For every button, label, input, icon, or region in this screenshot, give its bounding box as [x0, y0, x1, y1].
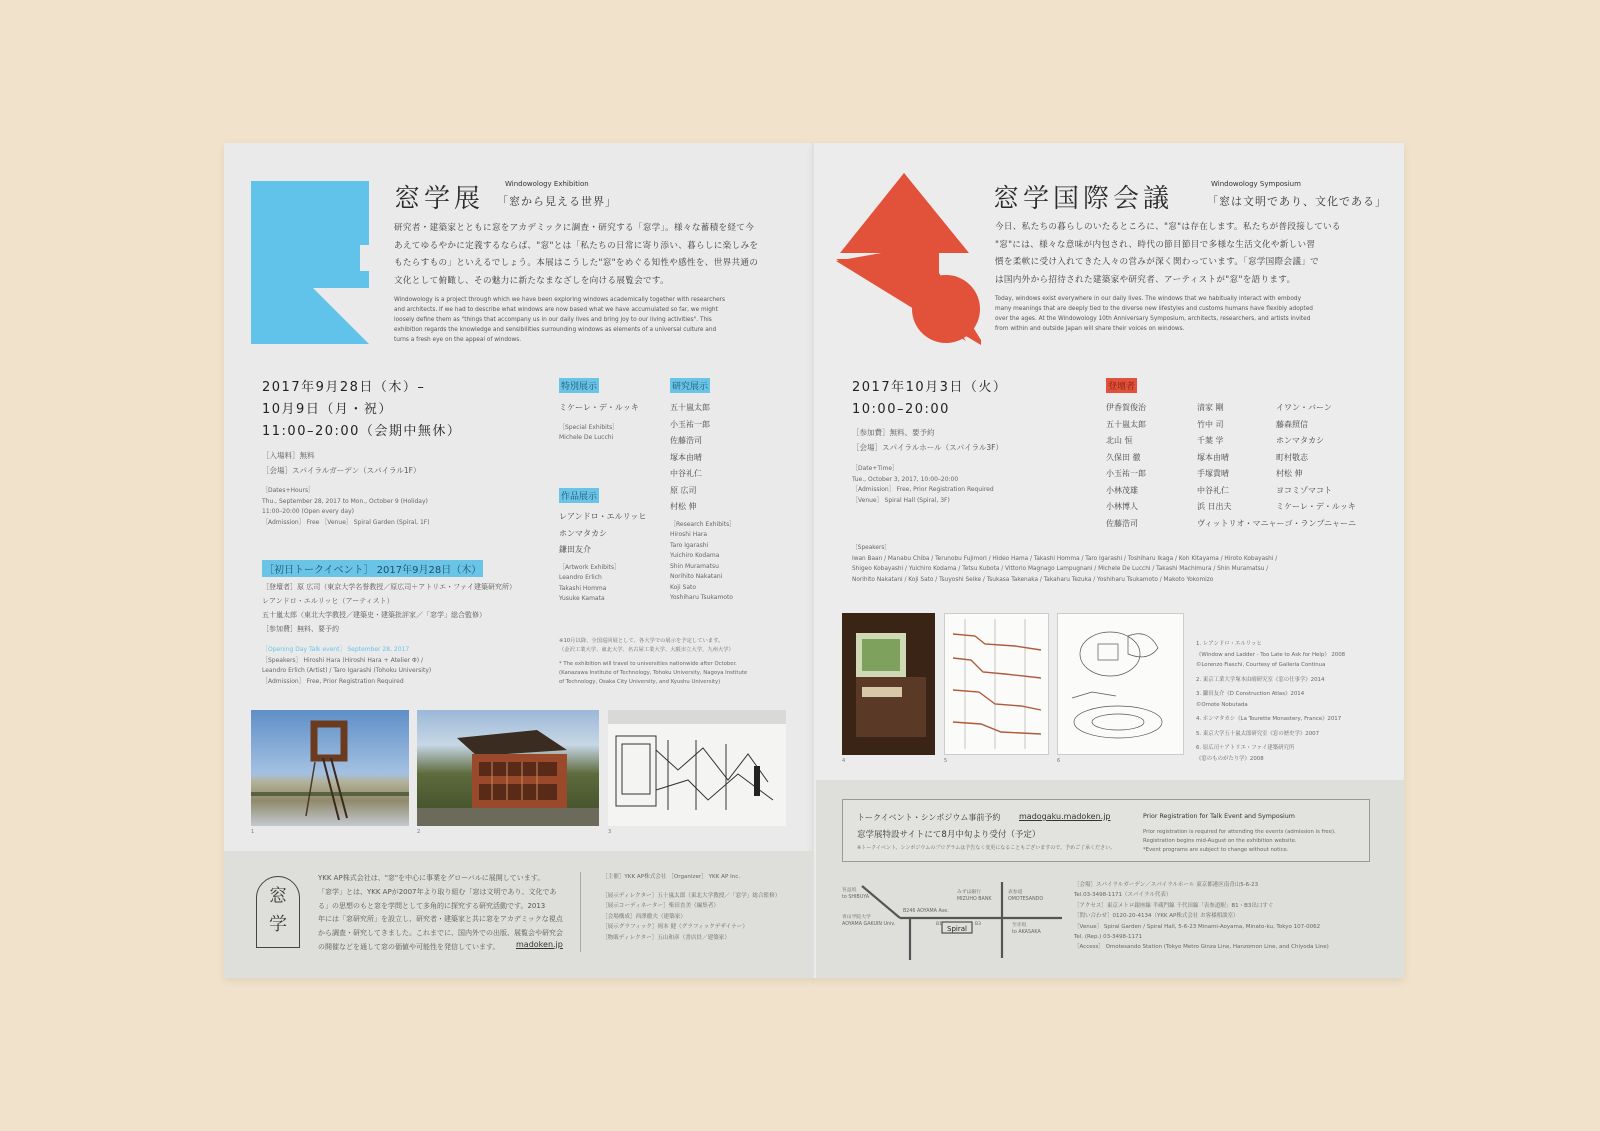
info-line: ［Dates+Hours］	[262, 487, 315, 494]
map-label: 表参道	[1008, 890, 1023, 895]
access-line: ［Access］ Omotesando Station (Tokyo Metro Ginza Line, Hanzomon Line, and Chiyoda Line)	[1074, 944, 1329, 951]
speaker-name: 手塚貴晴	[1197, 469, 1229, 478]
map-label: 至赤坂	[1012, 923, 1027, 928]
exhibition-info-jp	[262, 448, 421, 478]
speakers-label: 登壇者	[1106, 378, 1137, 393]
map-label: 宮益坂	[842, 888, 857, 893]
date-line: 2017年9月28日（木）–	[262, 380, 426, 395]
list-item: 村松 伸	[670, 502, 697, 511]
exhibition-dates	[262, 377, 461, 443]
speaker-name: 久保田 徹	[1106, 452, 1141, 462]
info-line: Tue., October 3, 2017, 10:00–20:00	[852, 475, 959, 483]
credit-line: ［展示ディレクター］五十嵐太郎（東北大学教授／「窓学」総合監修）	[602, 892, 781, 899]
text-line: 年には「窓研究所」を設立し、研究者・建築家と共に窓をアカデミックな視点	[318, 915, 563, 924]
photo-window-and-ladder	[251, 710, 409, 826]
speaker-name: 北山 恒	[1106, 436, 1133, 445]
text-line: から調査・研究してきました。これまでに、国内外での出版、展覧会や研究会	[318, 929, 563, 938]
speakers-line: Shigeo Kobayashi / Yuichiro Kodama / Tetsu Kubota / Vittorio Magnago Lampugnani / Michele De Lucchi / Takashi Machimura / Shin Muramatsu /	[852, 566, 1269, 572]
text-line: exhibition regards the knowledge and sensibilities surrounding windows as elements of a universal culture and	[394, 327, 717, 333]
list-item: 鎌田友介	[559, 545, 591, 554]
caption-line: 2. 東京工業大学塚本由晴研究室《窓の仕事学》2014	[1196, 676, 1325, 683]
registration-title-en: Prior Registration for Talk Event and Symposium	[1143, 813, 1295, 820]
map-label-shibuya	[842, 887, 869, 901]
venue-access-info	[1074, 880, 1384, 953]
map-label: to AKASAKA	[1012, 930, 1041, 935]
text-line: Windowology is a project through which we have been exploring windows academically together with researchers	[394, 297, 726, 303]
caption-line: ©Lorenzo Fiaschi, Courtesy of Galleria Continua	[1196, 662, 1326, 668]
text-line: は国内外から招待された建築家や研究者、アーティストが"窓"を語ります。	[995, 274, 1296, 285]
photo-caption-2: 2	[417, 829, 421, 835]
talk-event-en	[262, 645, 431, 687]
credit-line: ［展示グラフィック］岡本 健（グラフィックデザイナー）	[602, 924, 748, 930]
speakers-line: Norihito Nakatani / Koji Sato / Tsuyoshi Seike / Tsukasa Takenaka / Takaharu Tezuka / Yoshiharu Tsukamoto / Makoto Yokomizo	[852, 576, 1214, 583]
list-item: Yusuke Kamata	[559, 595, 605, 602]
speaker-name: 小玉祐一郎	[1106, 469, 1146, 478]
list-item: 佐藤浩司	[670, 436, 702, 445]
speakers-en	[852, 543, 1372, 585]
text-line: 研究者・建築家とともに窓をアカデミックに調査・研究する「窓学」。様々な蓄積を経て今	[394, 223, 755, 233]
text-line: and architects. If we had to describe what windows are now based what we have accumulated so far, we might	[394, 307, 718, 313]
info-line: ［会場］スパイラルガーデン（スパイラル1F）	[262, 466, 421, 475]
photo-caption-5: 5	[944, 758, 948, 764]
list-item: Shin Muramatsu	[670, 562, 719, 570]
talk-line: ［Speakers］ Hiroshi Hara (Hiroshi Hara + Atelier Φ) /	[262, 656, 424, 664]
text-line: loosely define them as "things that accompany us in our daily lives and bring joy to our living activities". This	[394, 317, 712, 323]
speaker-name: 小林博人	[1106, 502, 1138, 511]
list-item: ［Special Exhibits］	[559, 423, 619, 431]
list-item: Michele De Lucchi	[559, 434, 614, 441]
talk-line: Leandro Erlich (Artist) / Taro Igarashi (Tohoku University)	[262, 667, 432, 674]
text-line: あえてゆるやかに定義するならば、"窓"とは「私たちの日常に寄り添い、暮らしに楽しみを	[394, 240, 759, 251]
date-line: 10月9日（月・祝）	[262, 402, 393, 417]
photo-window-story-sketch	[1057, 613, 1184, 755]
research-note	[559, 637, 747, 687]
map-label-aoyama-gakuin	[842, 914, 895, 928]
photo-la-tourette	[842, 613, 935, 755]
access-line: ［問い合わせ］0120-20-4134（YKK AP株式会社 お客様相談室）	[1074, 913, 1239, 920]
photo-window-history-chart	[944, 613, 1049, 755]
info-line: ［Venue］ Spiral Hall (Spiral, 3F)	[852, 496, 950, 504]
exhibition-credits	[602, 872, 780, 943]
caption-line: 4. ホンマタカシ《La Tourette Monastery, France》2017	[1196, 716, 1342, 722]
speaker-name: 清家 剛	[1197, 403, 1224, 412]
caption-line: 6. 原広司＋アトリエ・ファイ建築研究所	[1196, 745, 1295, 751]
text-line: Registration begins mid-August on the exhibition website.	[1143, 838, 1297, 844]
exhibition-title: 窓学展	[394, 184, 485, 214]
artwork-exhibits-label: 作品展示	[559, 488, 599, 503]
speakers-line: Iwan Baan / Manabu Chiba / Terunobu Fujimori / Hideo Hama / Takashi Homma / Taro Igarashi / Toshiharu Ikaga / Koh Kitayama / Hiroto Kobayashi /	[852, 555, 1278, 562]
special-exhibits-list	[559, 400, 639, 444]
speaker-name: 小林茂雄	[1106, 485, 1138, 495]
credit-line: ［展示コーディネーター］柴田直美（編集者）	[602, 903, 720, 909]
speaker-name: 千葉 学	[1197, 436, 1224, 445]
monastery-window-illustration	[842, 613, 935, 755]
divider	[580, 872, 581, 952]
list-item: Koji Sato	[670, 583, 697, 591]
text-line: 今日、私たちの暮らしのいたるところに、"窓"は存在します。私たちが普段接している	[995, 222, 1341, 232]
map-label: 青山学院大学	[842, 915, 871, 920]
text-line: の開催などを通して窓の価値や可能性を発信しています。	[318, 942, 500, 951]
photo-caption-3: 3	[608, 829, 612, 835]
symposium-body-en	[995, 294, 1375, 334]
speaker-name: ヴィットリオ・マニャーゴ・ランプニャーニ	[1197, 518, 1357, 528]
info-line: ［入場料］無料	[262, 451, 315, 460]
info-line: Thu., September 28, 2017 to Mon., October 9 (Holiday)	[262, 497, 428, 505]
symposium-info-jp	[852, 425, 1003, 455]
exhibition-subtitle-jp: 「窓から見える世界」	[497, 195, 617, 208]
list-item: ［Artwork Exhibits］	[559, 563, 621, 571]
speaker-name: 五十嵐太郎	[1106, 419, 1146, 429]
registration-title: トークイベント・シンポジウム事前予約	[857, 813, 1001, 822]
house-illustration	[417, 710, 599, 826]
text-line: YKK AP株式会社は、"窓"を中心に事業をグローバルに展開しています。	[318, 874, 545, 882]
speaker-name: ヨコミゾマコト	[1276, 485, 1332, 495]
speakers-line: ［Speakers］	[852, 545, 891, 551]
photo-caption-4: 4	[842, 758, 846, 764]
access-line: ［アクセス］東京メトロ銀座線 半蔵門線 千代田線「表参道駅」B1・B3出口すぐ	[1074, 902, 1274, 909]
photo-construction-atlas	[608, 710, 786, 826]
access-line: ［Venue］ Spiral Garden / Spiral Hall, 5-6-23 Minami-Aoyama, Minato-ku, Tokyo 107-0062	[1074, 923, 1321, 930]
list-item: Takashi Homma	[559, 584, 607, 592]
info-line: ［会場］スパイラルホール（スパイラル3F）	[852, 443, 1003, 452]
speaker-name: 竹中 司	[1197, 419, 1224, 429]
list-item: ホンマタカシ	[559, 528, 607, 538]
research-exhibits-list	[670, 400, 735, 604]
registration-note: ※トークイベント、シンポジウムのプログラムは予告なく変更になることもございますので、予めご了承ください。	[857, 845, 1116, 851]
talk-line: ［Opening Day Talk event］ September 28, 2017	[262, 646, 410, 653]
list-item: ［Research Exhibits］	[670, 520, 736, 528]
speakers-column-1	[1106, 400, 1146, 532]
note-line: of Technology, Osaka City University, and Kyushu University)	[559, 679, 721, 685]
info-line: ［Admission］ Free ［Venue］ Spiral Garden (Spiral, 1F)	[262, 518, 430, 526]
map-label: AOYAMA GAKUIN Univ.	[842, 922, 896, 927]
speakers-column-3	[1276, 400, 1356, 516]
note-line: (Kanazawa Institute of Technology, Tohoku University, Nagoya Institute	[559, 670, 748, 676]
talk-line: レアンドロ・エルリッヒ（アーティスト）	[262, 597, 394, 605]
symposium-title: 窓学国際会議	[993, 184, 1174, 214]
info-line: ［Date+Time］	[852, 465, 899, 472]
text-line: 文化として俯瞰し、その魅力に新たなまなざしを向ける展覧会です。	[394, 275, 670, 286]
registration-link[interactable]: madogaku.madoken.jp	[1019, 812, 1111, 821]
speaker-name: 浜 日出夫	[1197, 502, 1232, 511]
access-line: Tel. (Rep.) 03-3498-1171	[1074, 934, 1143, 941]
text-line: over the ages. At the Windowology 10th Anniversary Symposium, architects, researchers, and artists invited	[995, 316, 1311, 322]
talk-event-title: ［初日トークイベント］ 2017年9月28日（木）	[262, 560, 483, 577]
map-exit-b3: B3	[975, 922, 981, 927]
talk-line: ［登壇者］原 広司（東京大学名誉教授／原広司＋アトリエ・ファイ建築研究所）	[262, 583, 516, 591]
map-label: to SHIBUYA	[842, 895, 870, 900]
speaker-name: ホンマタカシ	[1276, 436, 1324, 445]
caption-line: 3. 鎌田友介《D Construction Atlas》2014	[1196, 691, 1305, 697]
credit-line: ［会場構成］西澤徹夫（建築家）	[602, 913, 686, 920]
speaker-name: 伊香賀俊治	[1106, 403, 1146, 412]
sketch-illustration	[1058, 614, 1183, 754]
speaker-name: ミケーレ・デ・ルッキ	[1276, 502, 1356, 511]
list-item: 五十嵐太郎	[670, 403, 710, 412]
speaker-name: 村松 伸	[1276, 469, 1303, 478]
photo-caption-1: 1	[251, 829, 255, 835]
map-spiral-label: Spiral	[947, 925, 967, 933]
registration-open-date: 窓学展特設サイトにて8月中旬より受付（予定）	[857, 830, 1041, 840]
map-label: OMOTESANDO	[1008, 897, 1044, 902]
note-line: * The exhibition will travel to universities nationwide after October.	[559, 661, 737, 667]
history-chart-illustration	[945, 614, 1049, 754]
talk-line: 五十嵐太郎（東北大学教授／建築史・建築批評家／「窓学」総合監修）	[262, 611, 486, 619]
text-line: from within and outside Japan will share their voices on windows.	[995, 326, 1185, 332]
map-label: みずほ銀行	[957, 890, 981, 895]
text-line: "窓"には、様々な意味が内包され、時代の節目節目で多様な生活文化や新しい習	[995, 239, 1316, 250]
speaker-name: 塚本由晴	[1197, 452, 1229, 462]
text-line: *Event programs are subject to change without notice.	[1143, 847, 1289, 853]
exhibition-info-en	[262, 486, 430, 528]
caption-line: 《窓のものがたり学》2008	[1196, 755, 1264, 762]
photo-captions-list	[1196, 639, 1381, 764]
list-item: Hiroshi Hara	[670, 531, 708, 538]
credit-line: ［主催］YKK AP株式会社 ［Organizer］ YKK AP Inc.	[602, 874, 741, 880]
note-line: （金沢工業大学、東北大学、名古屋工業大学、大阪市立大学、九州大学）	[559, 647, 734, 653]
text-line: turns a fresh eye on the appeal of windows.	[394, 337, 522, 343]
speaker-name: 町村敬志	[1276, 452, 1308, 462]
date-line: 11:00–20:00（会期中無休）	[262, 424, 462, 439]
symposium-dates	[852, 377, 1007, 421]
list-item: 中谷礼仁	[670, 469, 702, 478]
logo-char: 学	[269, 914, 287, 935]
list-item: Leandro Erlich	[559, 574, 602, 581]
text-line: る」の思想のもと窓を学問として多角的に探究する研究活動です。2013	[318, 901, 546, 910]
note-line: ※10月以降、全国巡回展として、各大学での展示を予定しています。	[559, 638, 724, 644]
exhibition-body-jp	[394, 220, 794, 290]
symposium-red-logo	[836, 173, 981, 348]
photo-caption-6: 6	[1057, 758, 1061, 764]
speaker-name: 中谷礼仁	[1197, 485, 1229, 495]
caption-line: ©Omote Nobutada	[1196, 701, 1248, 708]
map-exit-b1: B1	[936, 922, 942, 927]
research-exhibits-label: 研究展示	[670, 378, 710, 393]
text-line: Today, windows exist everywhere in our daily lives. The windows that we habitually interact with embody	[995, 296, 1302, 302]
text-line: many meanings that are deeply tied to the diverse new lifestyles and customs humans have flexibly adopted	[995, 306, 1313, 312]
info-line: ［Admission］ Free, Prior Registration Required	[852, 486, 994, 493]
exhibition-body-en	[394, 295, 794, 345]
symposium-subtitle-en: Windowology Symposium	[1211, 180, 1301, 188]
speaker-name: イワン・バーン	[1276, 403, 1332, 412]
list-item: ミケーレ・デ・ルッキ	[559, 403, 639, 412]
logo-char: 窓	[269, 886, 287, 907]
list-item: Taro Igarashi	[670, 541, 709, 549]
symposium-subtitle-jp: 「窓は文明であり、文化である」	[1207, 195, 1387, 208]
list-item: 原 広司	[670, 485, 697, 495]
date-line: 2017年10月3日（火）	[852, 380, 1008, 395]
info-line: ［参加費］無料、要予約	[852, 428, 935, 437]
list-item: Yuichiro Kodama	[670, 552, 720, 559]
exhibition-blue-logo	[251, 181, 371, 344]
list-item: Norihito Nakatani	[670, 573, 723, 580]
map-label-akasaka	[1012, 922, 1041, 936]
map-label-omotesando	[1008, 889, 1043, 903]
talk-line: ［参加費］無料、要予約	[262, 625, 339, 633]
date-line: 10:00–20:00	[852, 402, 950, 417]
caption-line: 《Window and Ladder - Too Late to Ask for Help》 2008	[1196, 651, 1346, 658]
list-item: Yoshiharu Tsukamoto	[670, 594, 733, 601]
map-label-mizuho	[957, 889, 992, 903]
exhibition-subtitle-en: Windowology Exhibition	[505, 180, 589, 188]
speaker-name: 藤森照信	[1276, 419, 1308, 429]
credit-line: ［物販ディレクター］五山和彦（書店員／建築家）	[602, 934, 730, 941]
text-line: Prior registration is required for attending the events (admission is free).	[1143, 829, 1336, 835]
artwork-exhibits-list	[559, 509, 646, 605]
access-line: Tel.03-3498-1171（スパイラル代表）	[1074, 892, 1172, 899]
symposium-info-en	[852, 464, 994, 506]
list-item: レアンドロ・エルリッヒ	[559, 512, 647, 521]
text-line: 「窓学」とは、YKK APが2007年より取り組む「窓は文明であり、文化であ	[318, 887, 557, 896]
access-line: ［会場］スパイラルガーデン／スパイラルホール 東京都港区南青山5-6-23	[1074, 882, 1259, 888]
list-item: 塚本由晴	[670, 452, 702, 462]
text-line: もたらすもの」といえるでしょう。本展はこうした"窓"をめぐる知性や感性を、世界共通の	[394, 258, 759, 268]
text-line: 慣を柔軟に受け入れてきた人々の営みが深く関わっています。「窓学国際会議」で	[995, 257, 1319, 267]
madoken-link[interactable]: madoken.jp	[516, 940, 563, 949]
symposium-body-jp	[995, 219, 1375, 289]
line-installation-illustration	[608, 710, 786, 826]
caption-line: 5. 東京大学五十嵐太郎研究室《窓の歴史学》2007	[1196, 730, 1319, 737]
map-label: MIZUHO BANK	[957, 897, 992, 902]
madogaku-logo	[256, 876, 300, 948]
info-line: 11:00–20:00 (Open every day)	[262, 508, 354, 515]
talk-line: ［Admission］ Free, Prior Registration Required	[262, 677, 404, 685]
talk-event-details	[262, 580, 516, 636]
special-exhibits-label: 特別展示	[559, 378, 599, 393]
speaker-name: 佐藤浩司	[1106, 518, 1138, 528]
map-label-aoyama-ave: B246 AOYAMA Ave.	[903, 909, 949, 914]
registration-en	[1143, 828, 1336, 855]
caption-line: 1. レアンドロ・エルリッヒ	[1196, 641, 1262, 647]
list-item: 小玉祐一郎	[670, 419, 710, 429]
window-ladder-illustration	[251, 710, 409, 826]
photo-wooden-house	[417, 710, 599, 826]
